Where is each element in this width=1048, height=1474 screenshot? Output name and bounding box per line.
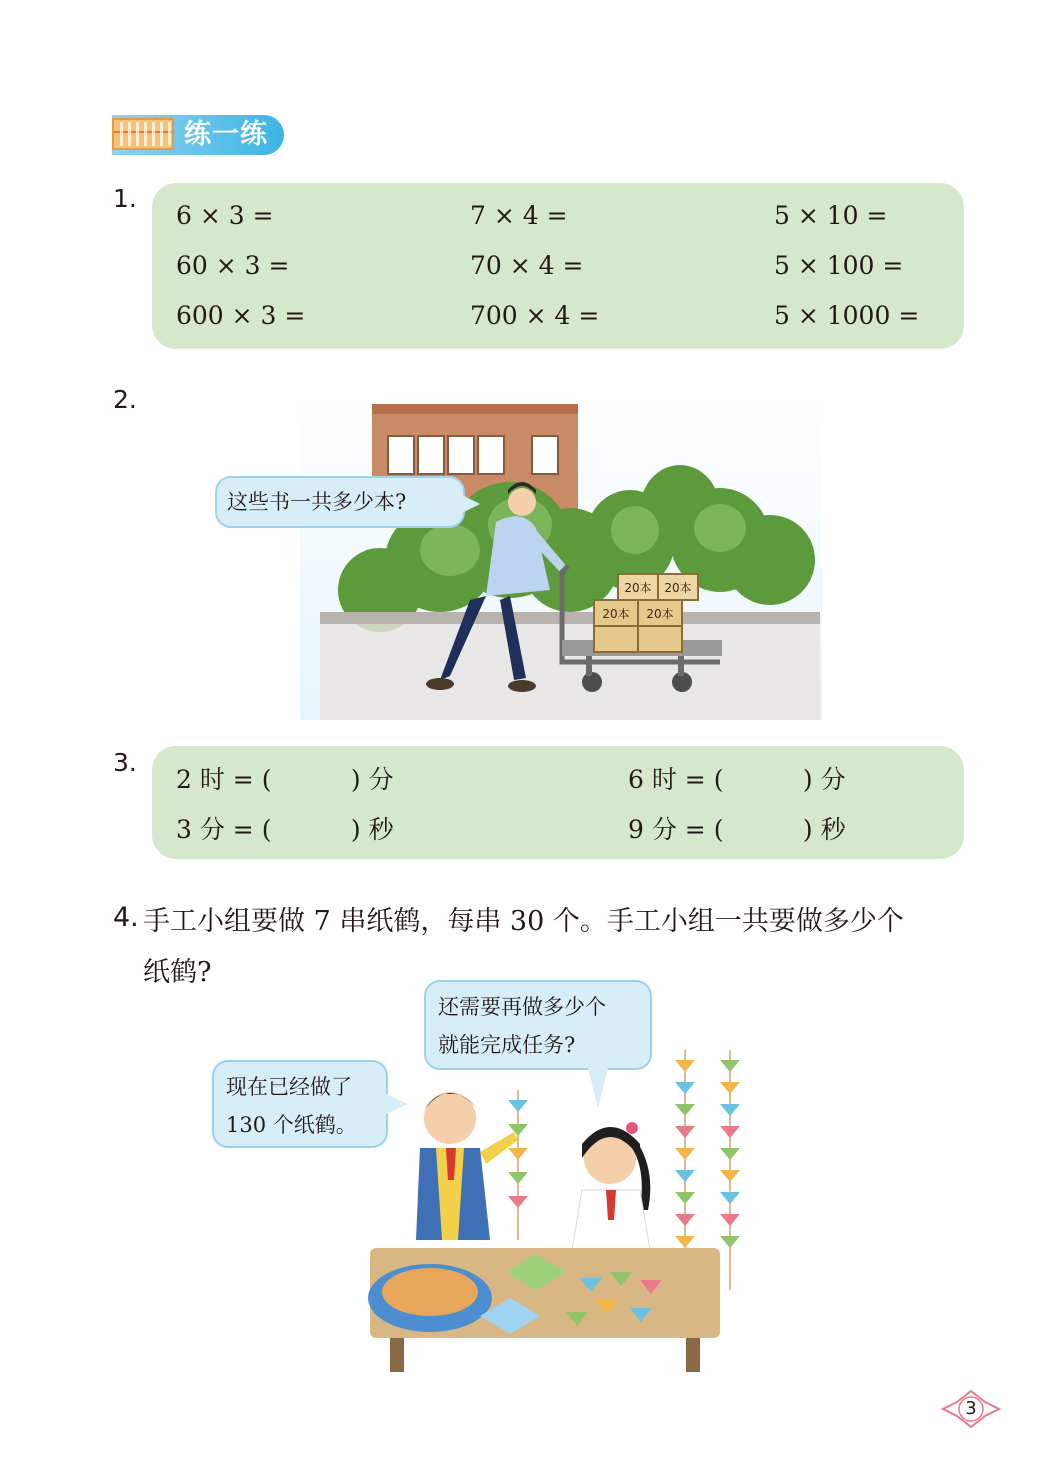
question-4-text-line2: 纸鹤? — [143, 957, 212, 988]
question-2-number: 2. — [113, 385, 137, 414]
page-number: 3 — [965, 1398, 977, 1419]
speech-text: 这些书一共多少本? — [227, 490, 407, 514]
speech-bubble-tail — [460, 494, 480, 514]
q3-expr: 2 时 = ( ) 分 — [176, 765, 394, 794]
page-number-badge — [940, 1388, 1002, 1430]
q1-expr: 60 × 3 = — [176, 251, 290, 280]
box-label: 20本 — [646, 607, 674, 621]
q1-expr: 600 × 3 = — [176, 301, 306, 330]
q3-expr: 3 分 = ( ) 秒 — [176, 815, 394, 844]
box-label: 20本 — [624, 581, 652, 595]
speech-text: 现在已经做了 — [226, 1075, 352, 1099]
speech-text: 还需要再做多少个 — [438, 995, 606, 1019]
speech-bubble — [215, 476, 465, 528]
box-label: 20本 — [664, 581, 692, 595]
question-3-number: 3. — [113, 748, 137, 777]
speech-text: 就能完成任务? — [438, 1033, 576, 1057]
section-title: 练一练 — [184, 119, 268, 150]
book-cart-illustration — [300, 390, 822, 720]
q3-expr: 9 分 = ( ) 秒 — [628, 815, 846, 844]
q1-expr: 6 × 3 = — [176, 201, 274, 230]
abacus-icon — [112, 118, 174, 150]
q3-expr: 6 时 = ( ) 分 — [628, 765, 846, 794]
q1-expr: 700 × 4 = — [470, 301, 600, 330]
speech-text: 130 个纸鹤。 — [226, 1113, 357, 1137]
question-3-box — [152, 746, 964, 859]
q1-expr: 5 × 10 = — [774, 201, 888, 230]
q1-expr: 5 × 1000 = — [774, 301, 920, 330]
q1-expr: 7 × 4 = — [470, 201, 568, 230]
paper-cranes-illustration — [340, 1040, 760, 1375]
question-4-number: 4. — [113, 902, 139, 933]
question-4-text-line1: 手工小组要做 7 串纸鹤，每串 30 个。手工小组一共要做多少个 — [143, 906, 904, 937]
q1-expr: 70 × 4 = — [470, 251, 584, 280]
box-label: 20本 — [602, 607, 630, 621]
question-1-box — [152, 183, 964, 349]
question-1-number: 1. — [113, 184, 137, 213]
q1-expr: 5 × 100 = — [774, 251, 904, 280]
